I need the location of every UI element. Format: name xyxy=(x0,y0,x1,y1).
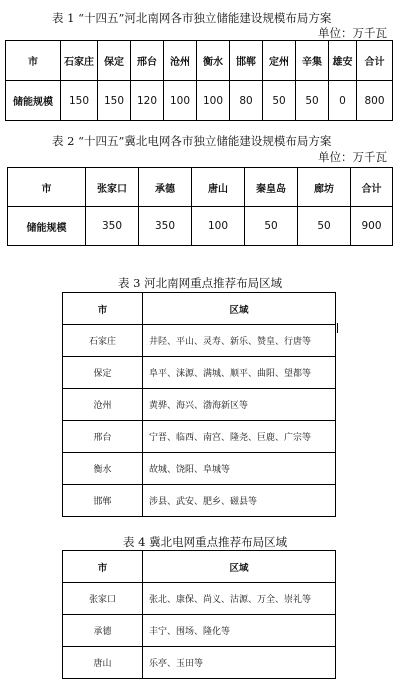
table-row xyxy=(63,453,336,485)
table4-city: 承德 xyxy=(63,615,143,647)
table4-header-row xyxy=(63,551,336,583)
table2-header: 承德 xyxy=(139,168,192,207)
table3-city: 衡水 xyxy=(63,453,143,485)
table3-city: 邢台 xyxy=(63,421,143,453)
table4-region: 丰宁、围场、隆化等 xyxy=(143,615,336,647)
table3-region: 宁晋、临西、南宫、隆尧、巨鹿、广宗等 xyxy=(143,421,336,453)
table3-header-region: 区域 xyxy=(143,293,336,325)
table1-caption: 表 1 “十四五”河北南网各市独立储能建设规模布局方案 xyxy=(52,11,332,25)
table3-header-city: 市 xyxy=(63,293,143,325)
table3 xyxy=(62,292,336,517)
table2-header: 合计 xyxy=(351,168,393,207)
table2-header: 市 xyxy=(8,168,86,207)
table2-cell: 350 xyxy=(86,207,139,246)
table4-caption: 表 4 冀北电网重点推荐布局区域 xyxy=(123,535,288,549)
table4 xyxy=(62,550,336,679)
table1-cell: 150 xyxy=(61,81,98,121)
table1-cell: 80 xyxy=(230,81,263,121)
table3-region: 阜平、涞源、满城、顺平、曲阳、望都等 xyxy=(143,357,336,389)
table3-city: 石家庄 xyxy=(63,325,143,357)
table2-cell: 50 xyxy=(245,207,298,246)
table1-header: 定州 xyxy=(263,41,296,81)
table3-city: 邯郸 xyxy=(63,485,143,517)
table3-region: 黄骅、海兴、渤海新区等 xyxy=(143,389,336,421)
table1-header: 雄安 xyxy=(329,41,357,81)
table2-header-row xyxy=(8,168,393,207)
table-row xyxy=(63,325,336,357)
table-row xyxy=(63,357,336,389)
table-row xyxy=(63,389,336,421)
table1-header: 保定 xyxy=(98,41,131,81)
table2-cell: 900 xyxy=(351,207,393,246)
table4-header-city: 市 xyxy=(63,551,143,583)
table2-data-row xyxy=(8,207,393,246)
table1-header: 石家庄 xyxy=(61,41,98,81)
table4-region: 张北、康保、尚义、沽源、万全、崇礼等 xyxy=(143,583,336,615)
table4-header-region: 区域 xyxy=(143,551,336,583)
table-row xyxy=(63,583,336,615)
table2-header: 秦皇岛 xyxy=(245,168,298,207)
table1-unit: 单位：万千瓦 xyxy=(318,26,387,40)
table2 xyxy=(7,167,393,246)
table1-header: 邢台 xyxy=(131,41,164,81)
table2-caption: 表 2 “十四五”冀北电网各市独立储能建设规模布局方案 xyxy=(52,134,332,148)
table1-header: 衡水 xyxy=(197,41,230,81)
table2-cell: 100 xyxy=(192,207,245,246)
table-row xyxy=(63,485,336,517)
table1-cell: 50 xyxy=(296,81,329,121)
table3-region: 井陉、平山、灵寿、新乐、赞皇、行唐等 xyxy=(143,325,336,357)
table1-cell: 100 xyxy=(197,81,230,121)
table1-header: 辛集 xyxy=(296,41,329,81)
table3-region: 涉县、武安、肥乡、磁县等 xyxy=(143,485,336,517)
table4-city: 张家口 xyxy=(63,583,143,615)
table3-region: 故城、饶阳、阜城等 xyxy=(143,453,336,485)
table1-cell: 100 xyxy=(164,81,197,121)
table3-city: 沧州 xyxy=(63,389,143,421)
table1-row-label: 储能规模 xyxy=(6,81,61,121)
table2-cell: 350 xyxy=(139,207,192,246)
table1-header-row xyxy=(6,41,393,81)
table3-header-row xyxy=(63,293,336,325)
table3-city: 保定 xyxy=(63,357,143,389)
table1 xyxy=(5,40,393,121)
table2-header: 唐山 xyxy=(192,168,245,207)
table1-header: 邯郸 xyxy=(230,41,263,81)
table-row xyxy=(63,615,336,647)
table1-cell: 50 xyxy=(263,81,296,121)
table1-cell: 120 xyxy=(131,81,164,121)
table1-header: 市 xyxy=(6,41,61,81)
table4-city: 唐山 xyxy=(63,647,143,679)
table2-header: 廊坊 xyxy=(298,168,351,207)
text-cursor xyxy=(337,323,338,333)
table2-cell: 50 xyxy=(298,207,351,246)
table1-cell: 0 xyxy=(329,81,357,121)
table1-header: 沧州 xyxy=(164,41,197,81)
table4-region: 乐亭、玉田等 xyxy=(143,647,336,679)
table-row xyxy=(63,647,336,679)
table1-header: 合计 xyxy=(357,41,393,81)
table1-cell: 150 xyxy=(98,81,131,121)
table1-data-row xyxy=(6,81,393,121)
table3-caption: 表 3 河北南网重点推荐布局区域 xyxy=(118,276,283,290)
table2-row-label: 储能规模 xyxy=(8,207,86,246)
table2-unit: 单位：万千瓦 xyxy=(318,150,387,164)
table2-header: 张家口 xyxy=(86,168,139,207)
table-row xyxy=(63,421,336,453)
table1-cell: 800 xyxy=(357,81,393,121)
